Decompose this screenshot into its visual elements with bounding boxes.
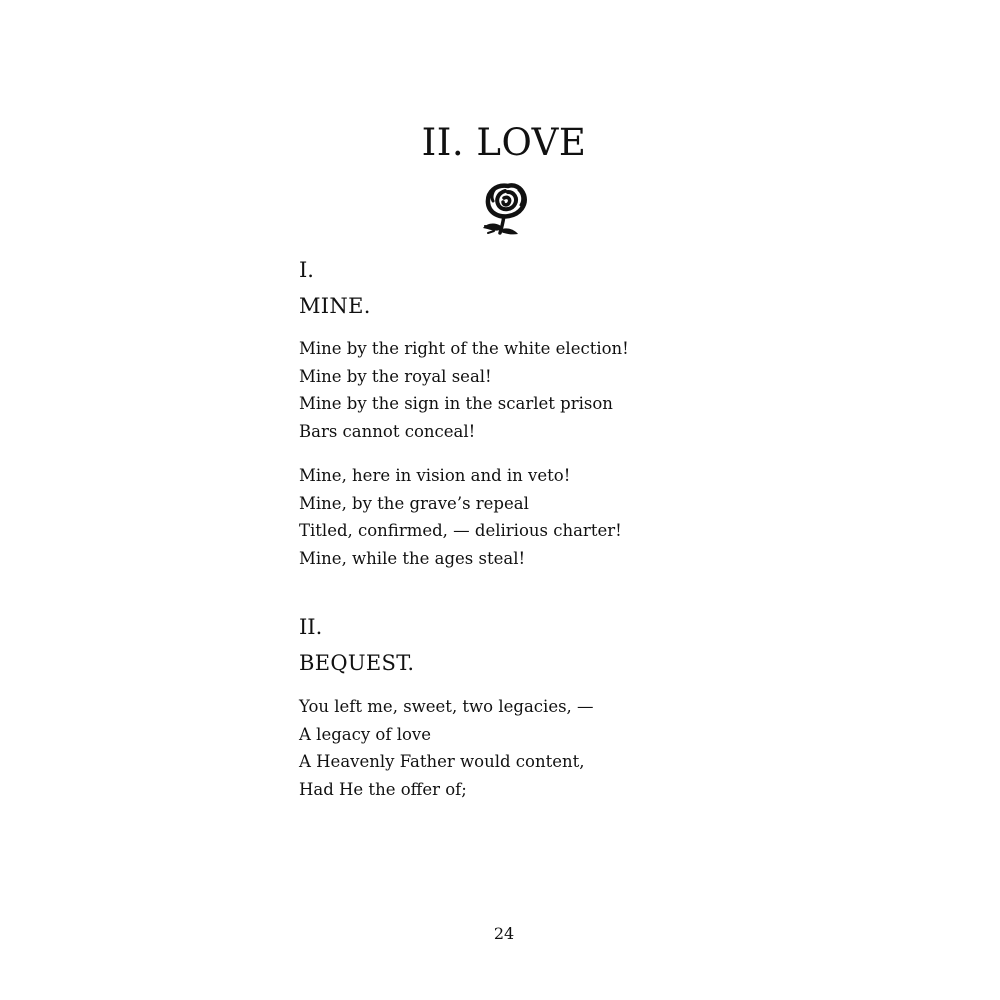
verse-line: Mine, by the grave’s repeal bbox=[299, 493, 529, 513]
verse-line: A legacy of love bbox=[299, 724, 431, 744]
stanza bbox=[299, 693, 719, 803]
verse-line: Mine by the sign in the scarlet prison bbox=[299, 394, 613, 413]
verse-line: Mine, here in vision and in veto! bbox=[299, 466, 571, 485]
page-number: 24 bbox=[493, 924, 515, 943]
poem-numeral: I. bbox=[299, 258, 314, 282]
verse-line: You left me, sweet, two legacies, — bbox=[299, 697, 594, 716]
verse-line: Bars cannot conceal! bbox=[299, 421, 476, 441]
page-title: II. LOVE bbox=[421, 121, 587, 164]
verse-line: Mine, while the ages steal! bbox=[299, 548, 526, 568]
verse-line: A Heavenly Father would content, bbox=[299, 752, 585, 771]
verse-line: Mine by the right of the white election! bbox=[299, 339, 629, 358]
poem-numeral: II. bbox=[299, 615, 323, 639]
poem-mine bbox=[299, 256, 719, 572]
poem-title: MINE. bbox=[299, 294, 371, 318]
verse-line: Mine by the royal seal! bbox=[299, 366, 492, 386]
stanza bbox=[299, 335, 719, 445]
rose-icon bbox=[474, 176, 538, 240]
verse-line: Had He the offer of; bbox=[299, 779, 467, 799]
poem-bequest bbox=[299, 613, 719, 803]
verse-line: Titled, confirmed, — delirious charter! bbox=[299, 521, 622, 540]
stanza bbox=[299, 462, 719, 572]
poem-title: BEQUEST. bbox=[299, 651, 415, 675]
